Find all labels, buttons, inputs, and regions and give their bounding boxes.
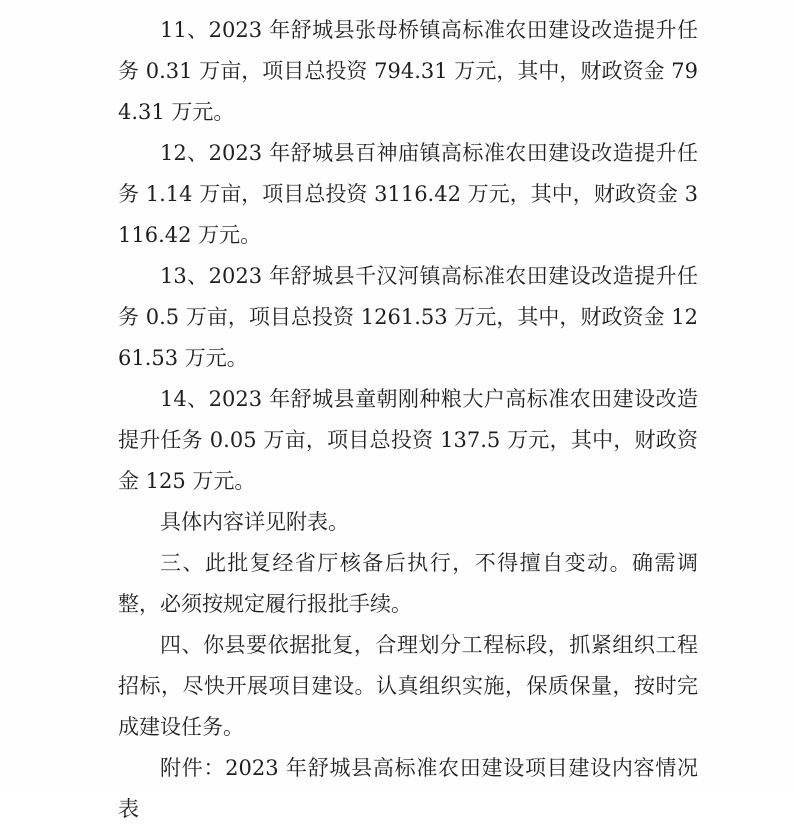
paragraph-item-11: 11、2023 年舒城县张母桥镇高标准农田建设改造提升任务 0.31 万亩，项目总投资 794.31 万元，其中，财政资金 794.31 万元。 bbox=[118, 18, 698, 124]
paragraph-attachment: 附件：2023 年舒城县高标准农田建设项目建设内容情况表 bbox=[118, 756, 698, 821]
paragraph-item-14: 14、2023 年舒城县童朝刚种粮大户高标准农田建设改造提升任务 0.05 万亩，项目总投资 137.5 万元，其中，财政资金 125 万元。 bbox=[118, 387, 698, 493]
document-body bbox=[118, 10, 698, 830]
paragraph-section-three: 三、此批复经省厅核备后执行，不得擅自变动。确需调整，必须按规定履行报批手续。 bbox=[118, 551, 698, 616]
paragraph-details-note: 具体内容详见附表。 bbox=[160, 510, 349, 534]
paragraph-item-13: 13、2023 年舒城县千汉河镇高标准农田建设改造提升任务 0.5 万亩，项目总投资 1261.53 万元，其中，财政资金 1261.53 万元。 bbox=[118, 264, 698, 370]
paragraph-section-four: 四、你县要依据批复，合理划分工程标段，抓紧组织工程招标，尽快开展项目建设。认真组织实施，保质保量，按时完成建设任务。 bbox=[118, 633, 698, 739]
paragraph-item-12: 12、2023 年舒城县百神庙镇高标准农田建设改造提升任务 1.14 万亩，项目总投资 3116.42 万元，其中，财政资金 3116.42 万元。 bbox=[118, 141, 698, 247]
